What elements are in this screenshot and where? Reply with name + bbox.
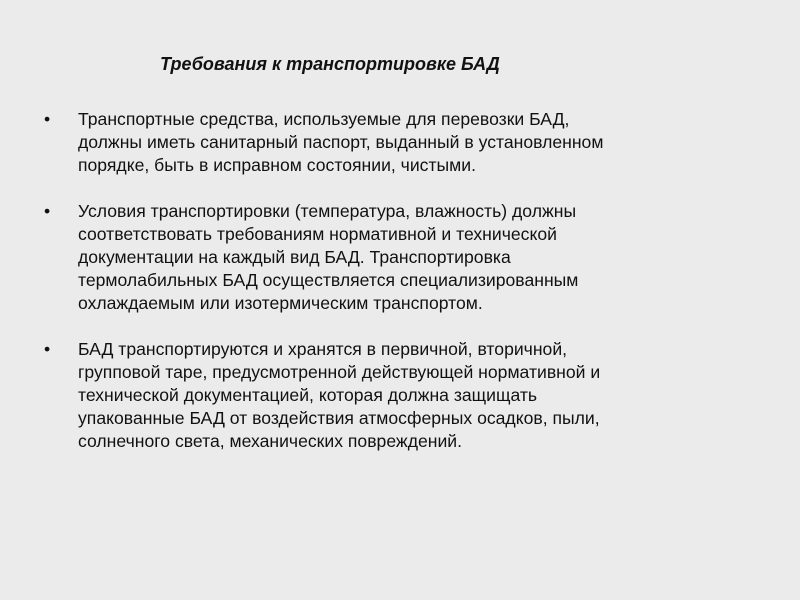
- bullet-item-3: [44, 338, 756, 453]
- bullet-line: документации на каждый вид БАД. Транспортировка: [78, 247, 511, 267]
- bullet-line: должны иметь санитарный паспорт, выданный в установленном: [78, 132, 604, 152]
- bullet-line: солнечного света, механических повреждений.: [78, 431, 463, 451]
- bullet-line: Транспортные средства, используемые для перевозки БАД,: [78, 109, 570, 129]
- bullet-text-3: [78, 338, 756, 453]
- bullet-dot-icon: •: [44, 109, 51, 129]
- slide-title: Требования к транспортировке БАД: [160, 54, 500, 74]
- bullet-dot-icon: •: [44, 339, 51, 359]
- bullet-text-1: [78, 108, 756, 177]
- bullet-text-2: [78, 200, 756, 315]
- bullet-line: порядке, быть в исправном состоянии, чистыми.: [78, 155, 476, 175]
- bullet-line: упакованные БАД от воздействия атмосферных осадков, пыли,: [78, 408, 600, 428]
- bullet-line: БАД транспортируются и хранятся в первичной, вторичной,: [78, 339, 568, 359]
- bullet-line: Условия транспортировки (температура, влажность) должны: [78, 201, 577, 221]
- bullet-line: соответствовать требованиям нормативной и технической: [78, 224, 557, 244]
- bullet-line: групповой таре, предусмотренной действующей нормативной и: [78, 362, 601, 382]
- bullet-line: охлаждаемым или изотермическим транспортом.: [78, 293, 483, 313]
- bullet-item-1: [44, 108, 756, 177]
- bullet-line: технической документацией, которая должна защищать: [78, 385, 538, 405]
- bullet-line: термолабильных БАД осуществляется специализированным: [78, 270, 579, 290]
- bullet-dot-icon: •: [44, 201, 51, 221]
- bullet-list: [44, 108, 756, 476]
- bullet-item-2: [44, 200, 756, 315]
